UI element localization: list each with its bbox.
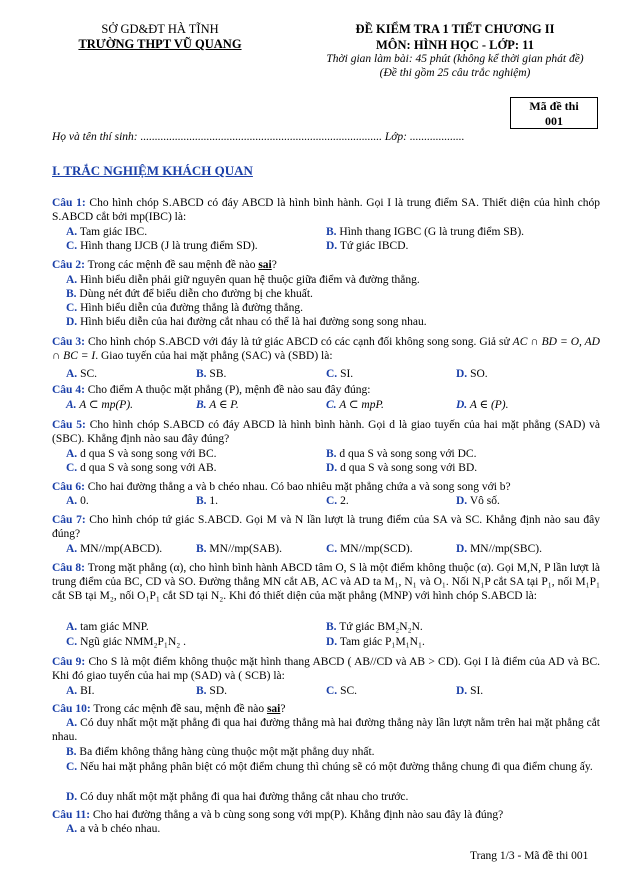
option-key: B. <box>66 746 77 758</box>
option-key: A. <box>66 495 78 507</box>
exam-time: Thời gian làm bài: 45 phút (không kể thời gian phát đề) <box>326 53 584 65</box>
option-d[interactable] <box>326 239 408 253</box>
option-a[interactable] <box>66 367 97 381</box>
option-d[interactable] <box>456 542 542 556</box>
question-text: Cho điểm A thuộc mặt phẳng (P), mệnh đề nào sau đây đúng: <box>84 384 371 396</box>
option-key: D. <box>66 791 78 803</box>
option-text: SO. <box>470 368 488 380</box>
option-key: B. <box>196 495 207 507</box>
option-text: MN//mp(SBC). <box>470 543 542 555</box>
question-7 <box>52 513 600 541</box>
question-4 <box>52 383 600 397</box>
option-d[interactable] <box>456 494 500 508</box>
option-b[interactable] <box>326 447 476 461</box>
option-key: B. <box>196 685 207 697</box>
question-label: Câu 3: <box>52 336 86 348</box>
question-8 <box>52 561 600 603</box>
option-key: A. <box>66 226 78 238</box>
option-key: B. <box>66 288 77 300</box>
option-text: Tứ giác IBCD. <box>339 240 409 252</box>
question-text: Cho hình chóp S.ABCD có đáy ABCD là hình bình hành. Gọi d là giao tuyến của hai mặt phẳng (SAD) và (SBC). Khẳng định nào sau đây đúng? <box>52 419 600 445</box>
option-text: Hình biểu diễn của đường thẳng là đường thẳng. <box>80 302 304 314</box>
option-text: Có duy nhất một mặt phẳng đi qua hai đường thẳng cắt nhau cho trước. <box>80 791 409 803</box>
option-text: MN//mp(SCD). <box>340 543 413 555</box>
option-d[interactable] <box>456 398 509 412</box>
option-text: SB. <box>209 368 227 380</box>
option-key: D. <box>326 462 338 474</box>
option-a[interactable] <box>66 822 160 836</box>
option-key: C. <box>66 462 78 474</box>
option-b[interactable] <box>196 398 239 412</box>
option-d[interactable] <box>456 684 483 698</box>
page-footer: Trang 1/3 - Mã đề thi 001 <box>470 850 589 862</box>
question-9 <box>52 655 600 683</box>
question-label: Câu 6: <box>52 481 85 493</box>
option-d[interactable] <box>66 790 408 804</box>
option-a[interactable] <box>52 716 600 744</box>
option-text: SD. <box>209 685 227 697</box>
option-c[interactable] <box>52 760 600 774</box>
option-key: A. <box>66 717 78 729</box>
option-text: Dùng nét đứt để biểu diễn cho đường bị che khuất. <box>79 288 313 300</box>
option-text: d qua S và song song với BC. <box>80 448 217 460</box>
option-key: B. <box>196 543 207 555</box>
question-label: Câu 8: <box>52 562 85 574</box>
option-c[interactable] <box>326 367 353 381</box>
option-key: C. <box>326 543 338 555</box>
option-key: A. <box>66 621 78 633</box>
option-text: Có duy nhất một mặt phẳng đi qua hai đường thẳng mà hai đường thẳng này lần lượt nằm trên hai mặt phẳng cắt nhau. <box>52 717 600 743</box>
option-text: Tam giác P₁M₁N₁. <box>339 636 425 648</box>
option-key: C. <box>326 368 338 380</box>
option-text: Hình biểu diễn phải giữ nguyên quan hệ thuộc giữa điểm và đường thẳng. <box>80 274 420 286</box>
option-text: Tứ giác BM₂N₂N. <box>339 621 423 633</box>
option-text: Hình thang IGBC (G là trung điểm SB). <box>339 226 525 238</box>
option-key: A. <box>66 685 78 697</box>
option-text: Hình thang IJCB (J là trung điểm SD). <box>80 240 258 252</box>
question-label: Câu 2: <box>52 259 85 271</box>
option-text: tam giác MNP. <box>80 621 149 633</box>
option-text: MN//mp(SAB). <box>209 543 282 555</box>
question-label: Câu 4: <box>52 384 85 396</box>
question-text: Trong các mệnh đề sau mệnh đề nào <box>84 259 259 271</box>
option-a[interactable] <box>66 273 420 287</box>
question-6 <box>52 480 600 494</box>
math-expression: AC ∩ BD = O, AD ∩ BC = I <box>52 336 600 362</box>
department-name: SỞ GD&ĐT HÀ TĨNH <box>101 22 219 36</box>
option-text: BI. <box>80 685 95 697</box>
option-text: 1. <box>209 495 219 507</box>
option-text: Vô số. <box>469 495 500 507</box>
option-text: SI. <box>340 368 354 380</box>
option-key: D. <box>456 368 468 380</box>
option-key: A. <box>66 399 77 411</box>
question-3 <box>52 335 600 363</box>
question-text: Cho hình chóp S.ABCD có đáy ABCD là hình bình hành. Gọi I là trung điểm SA. Thiết diện của hình chóp S.ABCD cắt bởi mp(IBC) là: <box>52 197 600 223</box>
option-key: C. <box>66 761 78 773</box>
option-d[interactable] <box>326 635 425 649</box>
school-name: TRƯỜNG THPT VŨ QUANG <box>78 37 242 51</box>
question-text: Trong các mệnh đề sau, mệnh đề nào <box>90 703 267 715</box>
option-text: Nếu hai mặt phẳng phân biệt có một điểm chung thì chúng sẽ có một đường thẳng chung đi qua điểm chung ấy. <box>80 761 593 773</box>
question-text: Cho hình chóp tứ giác S.ABCD. Gọi M và N lần lượt là trung điểm của SA và SC. Khẳng định nào sau đây đúng? <box>52 514 600 540</box>
exam-title: ĐỀ KIỂM TRA 1 TIẾT CHƯƠNG II <box>355 22 555 36</box>
option-text: SC. <box>80 368 98 380</box>
option-key: C. <box>326 685 338 697</box>
option-c[interactable] <box>66 301 303 315</box>
option-text: A ⊂ mpP. <box>339 399 384 411</box>
option-key: A. <box>66 448 78 460</box>
exam-code-box <box>510 97 598 129</box>
option-b[interactable] <box>326 620 423 634</box>
option-text: MN//mp(ABCD). <box>80 543 163 555</box>
option-c[interactable] <box>66 461 217 475</box>
exam-code: 001 <box>545 114 563 128</box>
option-key: C. <box>66 302 78 314</box>
question-2 <box>52 258 600 272</box>
question-label: Câu 9: <box>52 656 86 668</box>
option-key: B. <box>326 226 337 238</box>
option-a[interactable] <box>66 398 133 412</box>
option-c[interactable] <box>326 542 413 556</box>
option-a[interactable] <box>66 684 94 698</box>
option-text: A ⊂ mp(P). <box>79 399 134 411</box>
option-text: A ∈ (P). <box>469 399 509 411</box>
option-key: A. <box>66 543 78 555</box>
question-label: Câu 5: <box>52 419 86 431</box>
exam-code-label: Mã đề thi <box>529 99 579 113</box>
option-key: D. <box>456 495 468 507</box>
option-d[interactable] <box>66 315 427 329</box>
question-text: Trong mặt phẳng (α), cho hình bình hành ABCD tâm O, S là một điểm không thuộc (α). Gọi M,N, P lần lượt là trung điểm của BC, CD và SO. Đường thẳng MN cắt AB, AC và AD ta M₁, N₁ và O₁. Nối N₁P cắt SA tại P₁, nối M₁P₁ cắt SB tại M₂, nối O₁P₁ cắt SD tại N₂. Khi đó thiết diện của mặt phẳng (MNP) với hình chóp S.ABCD là: <box>52 562 601 602</box>
section-title: I. TRẮC NGHIỆM KHÁCH QUAN <box>52 163 253 178</box>
option-key: A. <box>66 274 78 286</box>
option-c[interactable] <box>66 635 186 649</box>
option-key: A. <box>66 823 78 835</box>
option-key: D. <box>456 543 468 555</box>
question-text: Cho hai đường thẳng a và b chéo nhau. Có bao nhiêu mặt phẳng chứa a và song song với b? <box>84 481 511 493</box>
option-b[interactable] <box>196 684 227 698</box>
exam-subject: MÔN: HÌNH HỌC - LỚP: 11 <box>376 38 534 52</box>
question-text-end: . Giao tuyến của hai mặt phẳng (SAC) và (SBD) là: <box>95 350 333 362</box>
question-5 <box>52 418 600 446</box>
option-text: SC. <box>340 685 358 697</box>
option-text: 2. <box>340 495 349 507</box>
option-key: D. <box>326 636 338 648</box>
option-text: d qua S và song song với BD. <box>340 462 478 474</box>
option-key: D. <box>66 316 78 328</box>
question-11 <box>52 808 600 822</box>
question-text-end: ? <box>271 259 277 271</box>
negation-word: sai <box>258 259 272 271</box>
option-b[interactable] <box>66 745 375 759</box>
option-a[interactable] <box>66 225 147 239</box>
option-text: SI. <box>470 685 484 697</box>
question-text: Cho S là một điểm không thuộc mặt hình thang ABCD ( AB//CD và AB > CD). Gọi I là điểm của AD và BC. Khi đó giao tuyến của hai mp (SAD) và ( SCB) là: <box>52 656 600 682</box>
option-a[interactable] <box>66 447 217 461</box>
option-b[interactable] <box>196 494 218 508</box>
option-c[interactable] <box>326 398 384 412</box>
option-text: 0. <box>80 495 89 507</box>
option-c[interactable] <box>326 684 357 698</box>
question-text: Cho hình chóp S.ABCD với đáy là tứ giác ABCD có các cạnh đối không song song. Giả sử <box>85 336 513 348</box>
option-key: B. <box>196 399 207 411</box>
option-c[interactable] <box>326 494 349 508</box>
question-label: Câu 1: <box>52 197 86 209</box>
option-key: D. <box>456 685 468 697</box>
option-text: Ba điểm không thẳng hàng cùng thuộc một mặt phẳng duy nhất. <box>79 746 375 758</box>
question-text-end: ? <box>280 703 286 715</box>
option-b[interactable] <box>66 287 313 301</box>
student-info-line: Họ và tên thí sinh: .................................................................................... Lớp: ................... <box>52 131 465 143</box>
option-text: a và b chéo nhau. <box>80 823 161 835</box>
option-key: A. <box>66 368 78 380</box>
option-a[interactable] <box>66 620 149 634</box>
option-key: C. <box>326 495 338 507</box>
question-text: Cho hai đường thẳng a và b cùng song song với mp(P). Khẳng định nào sau đây là đúng? <box>90 809 504 821</box>
option-d[interactable] <box>456 367 488 381</box>
question-10 <box>52 702 600 716</box>
option-key: C. <box>66 636 78 648</box>
negation-word: sai <box>266 703 281 715</box>
option-c[interactable] <box>66 239 258 253</box>
option-key: B. <box>196 368 207 380</box>
option-text: d qua S và song song với DC. <box>339 448 477 460</box>
option-text: Tam giác IBC. <box>79 226 148 238</box>
option-d[interactable] <box>326 461 477 475</box>
option-key: B. <box>326 448 337 460</box>
option-key: B. <box>326 621 337 633</box>
exam-note: (Đề thi gồm 25 câu trắc nghiệm) <box>379 67 531 79</box>
option-b[interactable] <box>196 367 226 381</box>
option-key: D. <box>326 240 338 252</box>
question-label: Câu 11: <box>52 809 91 821</box>
option-text: A ∈ P. <box>209 399 239 411</box>
option-key: C. <box>326 399 337 411</box>
option-b[interactable] <box>196 542 282 556</box>
option-a[interactable] <box>66 494 89 508</box>
option-key: D. <box>456 399 468 411</box>
option-text: Hình biểu diễn của hai đường cắt nhau có thể là hai đường song song nhau. <box>80 316 427 328</box>
question-1 <box>52 196 600 224</box>
option-text: d qua S và song song với AB. <box>80 462 217 474</box>
option-text: Ngũ giác NMM₂P₁N₂ . <box>80 636 187 648</box>
question-label: Câu 10: <box>52 703 91 715</box>
option-key: C. <box>66 240 78 252</box>
question-label: Câu 7: <box>52 514 86 526</box>
option-b[interactable] <box>326 225 524 239</box>
option-a[interactable] <box>66 542 162 556</box>
